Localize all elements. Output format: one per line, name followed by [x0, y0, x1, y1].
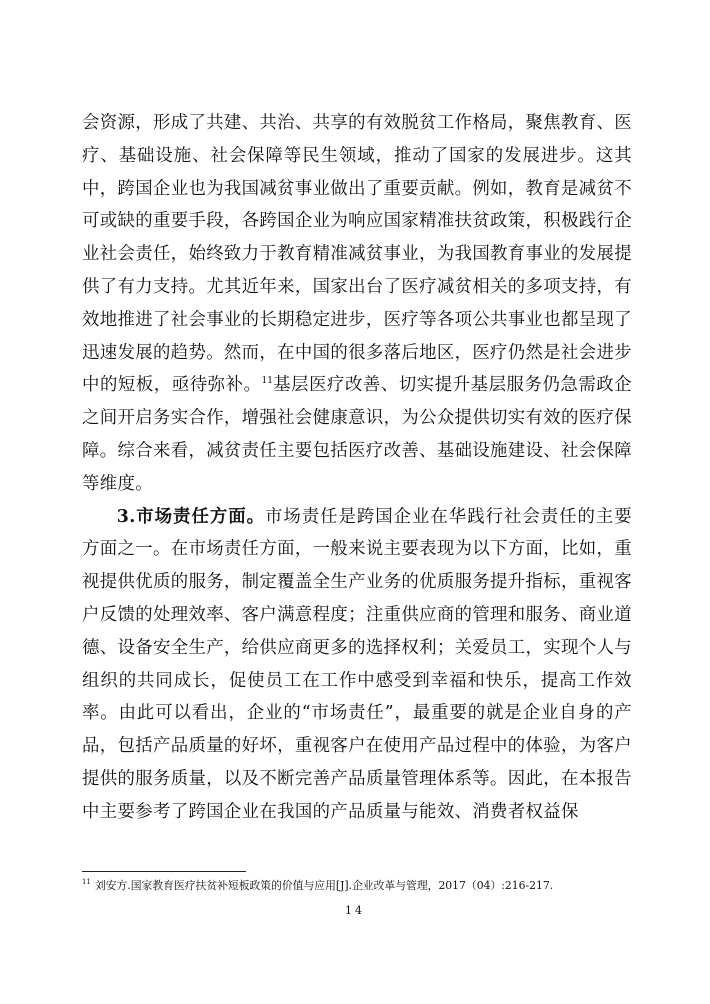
page-number: 14 — [345, 904, 365, 917]
paragraph-market-responsibility — [82, 501, 632, 829]
paragraph-text: 会资源，形成了共建、共治、共享的有效脱贫工作格局，聚焦教育、医疗、基础设施、社会保障等民生领域，推动了国家的发展进步。这其中，跨国企业也为我国减贫事业做出了重要贡献。例如，教育是减贫不可或缺的重要手段，各跨国企业为响应国家精准扶贫政策，积极践行企业社会责任，始终致力于教育精准减贫事业，为我国教育事业的发展提供了有力支持。尤其近年来，国家出台了医疗减贫相关的多项支持，有效地推进了社会事业的长期稳定进步，医疗等各项公共事业也都呈现了迅速发展的趋势。然而，在中国的很多落后地区，医疗仍然是社会进步中的短板，亟待弥补。 — [82, 113, 632, 396]
section-heading: 3.市场责任方面。 — [116, 506, 265, 527]
footnote-number: 11 — [82, 878, 91, 887]
footnote-text: 刘安方.国家教育医疗扶贫补短板政策的价值与应用[J].企业改革与管理，2017（04）:216-217. — [94, 879, 554, 892]
footnote-divider — [82, 871, 246, 872]
paragraph-text: 市场责任是跨国企业在华践行社会责任的主要方面之一。在市场责任方面，一般来说主要表现为以下方面，比如，重视提供优质的服务，制定覆盖全生产业务的优质服务提升指标，重视客户反馈的处理效率、客户满意程度；注重供应商的管理和服务、商业道德、设备安全生产，给供应商更多的选择权利；关爱员工，实现个人与组织的共同成长，促使员工在工作中感受到幸福和快乐，提高工作效率。由此可以看出，企业的“市场责任”，最重要的就是企业自身的产品，包括产品质量的好坏，重视客户在使用产品过程中的体验，为客户提供的服务质量，以及不断完善产品质量管理体系等。因此，在本报告中主要参考了跨国企业在我国的产品质量与能效、消费者权益保 — [82, 506, 632, 822]
paragraph-poverty-reduction — [82, 107, 632, 501]
paragraph-text: 基层医疗改善、切实提升基层服务仍急需政企之间开启务实合作，增强社会健康意识，为公众提供切实有效的医疗保障。综合来看，减贫责任主要包括医疗改善、基础设施建设、社会保障等维度。 — [82, 375, 632, 494]
body-text — [82, 107, 632, 829]
footnote — [82, 878, 642, 894]
footnote-reference[interactable]: 11 — [261, 376, 273, 387]
